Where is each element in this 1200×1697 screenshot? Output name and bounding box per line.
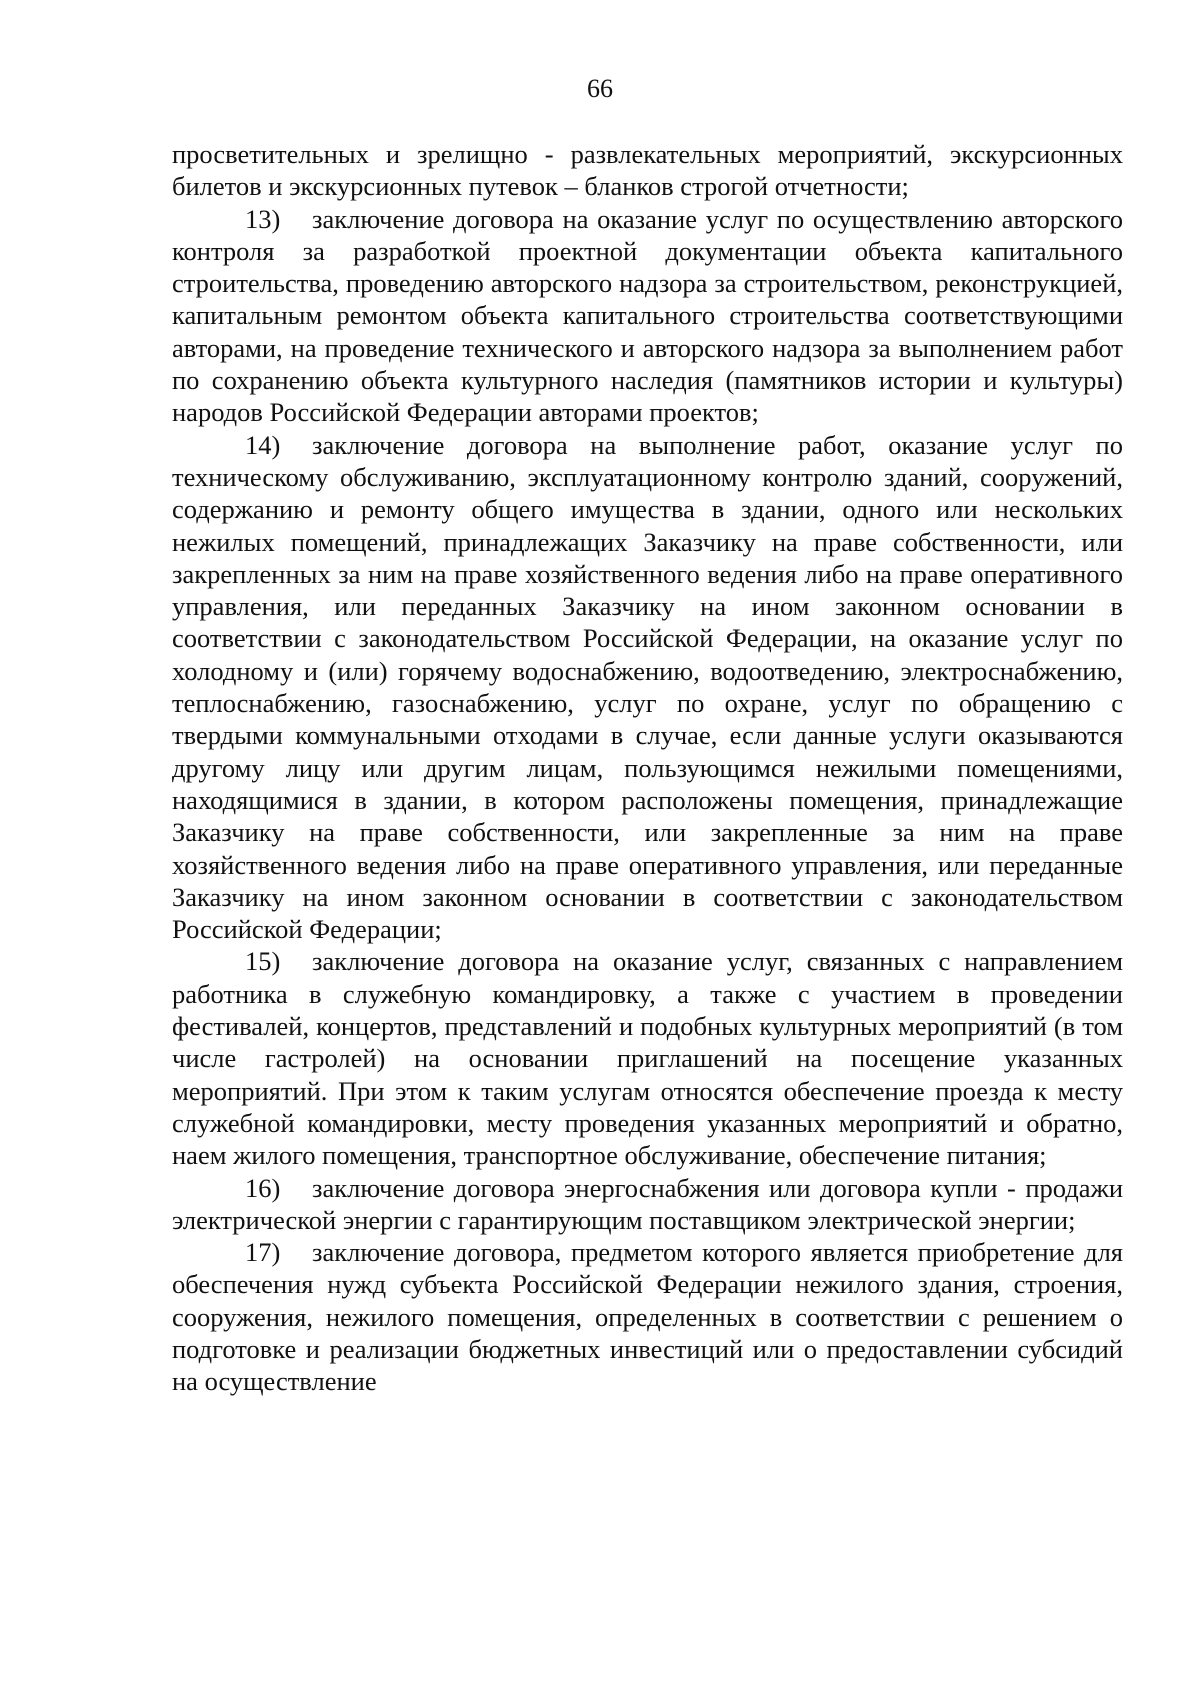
page-number: 66 bbox=[587, 74, 613, 103]
list-item-number: 15) bbox=[245, 946, 281, 977]
document-body bbox=[172, 138, 1123, 1398]
list-item-number: 13) bbox=[245, 203, 281, 234]
list-item-text: заключение договора на оказание услуг, связанных с направлением работника в служебную командировку, а также с участием в проведении фестивалей, концертов, представлений и подобных культурных мероприятий (в том числе гастролей) на основании приглашений на посещение указанных мероприятий. При этом к таким услугам относятся обеспечение проезда к месту служебной командировки, месту проведения указанных мероприятий и обратно, наем жилого помещения, транспортное обслуживание, обеспечение питания; bbox=[172, 946, 1123, 1171]
list-item-text: заключение договора на оказание услуг по осуществлению авторского контроля за разработкой проектной документации объекта капитального строительства, проведению авторского надзора за строительством, реконструкцией, капитальным ремонтом объекта капитального строительства соответствующими авторами, на проведение технического и авторского надзора за выполнением работ по сохранению объекта культурного наследия (памятников истории и культуры) народов Российской Федерации авторами проектов; bbox=[172, 203, 1123, 428]
list-item-text: заключение договора, предметом которого является приобретение для обеспечения нужд субъекта Российской Федерации нежилого здания, строения, сооружения, нежилого помещения, определенных в соответствии с решением о подготовке и реализации бюджетных инвестиций или о предоставлении субсидий на осуществление bbox=[172, 1237, 1123, 1397]
list-item-number: 17) bbox=[245, 1237, 281, 1268]
list-item-text: заключение договора энергоснабжения или договора купли - продажи электрической энергии с гарантирующим поставщиком электрической энергии; bbox=[172, 1172, 1123, 1235]
list-item-15 bbox=[172, 945, 1123, 1171]
list-item-number: 16) bbox=[245, 1172, 281, 1203]
list-item-13 bbox=[172, 203, 1123, 429]
list-item-17 bbox=[172, 1236, 1123, 1397]
list-item-text: заключение договора на выполнение работ, оказание услуг по техническому обслуживанию, эксплуатационному контролю зданий, сооружений, содержанию и ремонту общего имущества в здании, одного или нескольких нежилых помещений, принадлежащих Заказчику на праве собственности, или закрепленных за ним на праве хозяйственного ведения либо на праве оперативного управления, или переданных Заказчику на ином законном основании в соответствии с законодательством Российской Федерации, на оказание услуг по холодному и (или) горячему водоснабжению, водоотведению, электроснабжению, теплоснабжению, газоснабжению, услуг по охране, услуг по обращению с твердыми коммунальными отходами в случае, если данные услуги оказываются другому лицу или другим лицам, пользующимся нежилыми помещениями, находящимися в здании, в котором расположены помещения, принадлежащие Заказчику на праве собственности, или закрепленные за ним на праве хозяйственного ведения либо на праве оперативного управления, или переданные Заказчику на ином законном основании в соответствии с законодательством Российской Федерации; bbox=[172, 429, 1123, 945]
paragraph-continuation bbox=[172, 138, 1123, 203]
list-item-16 bbox=[172, 1172, 1123, 1237]
paragraph-text: просветительных и зрелищно - развлекательных мероприятий, экскурсионных билетов и экскурсионных путевок – бланков строгой отчетности; bbox=[172, 139, 1123, 202]
list-item-14 bbox=[172, 429, 1123, 946]
list-item-number: 14) bbox=[245, 429, 281, 460]
